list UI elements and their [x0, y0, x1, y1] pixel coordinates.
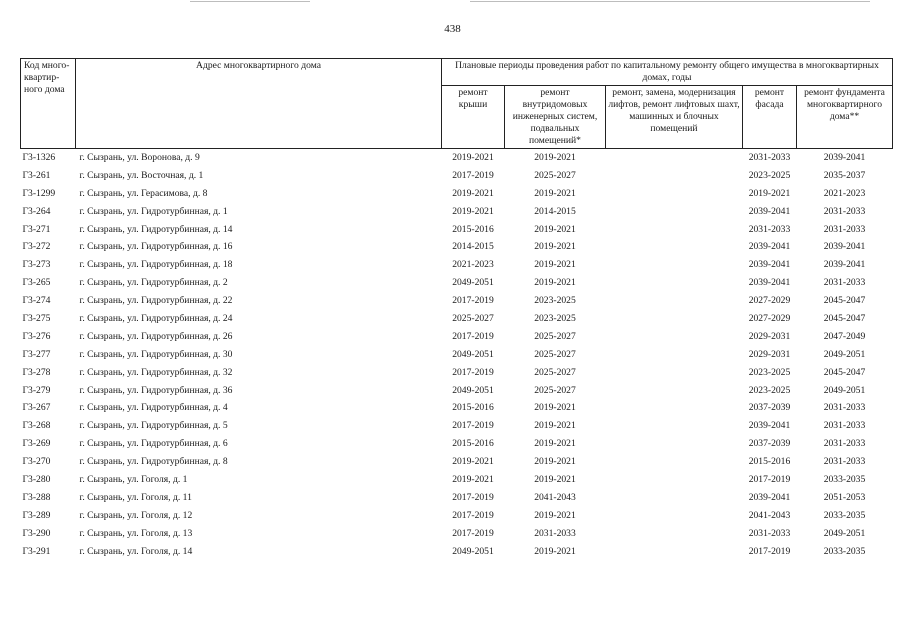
- cell-address: г. Сызрань, ул. Гидротурбинная, д. 4: [79, 402, 228, 414]
- cell-roof: 2014-2015: [452, 241, 494, 253]
- cell-roof: 2025-2027: [452, 312, 494, 324]
- cell-facade: 2029-2031: [748, 348, 791, 360]
- table-row: [21, 417, 893, 435]
- table-row: [21, 382, 893, 400]
- cell-facade: 2019-2021: [748, 187, 791, 199]
- cell-code: Г3-289: [22, 509, 51, 521]
- cell-foundation: 2033-2035: [823, 473, 866, 485]
- cell-engineering: 2023-2025: [534, 312, 576, 324]
- table-row: [21, 221, 893, 239]
- cell-address: г. Сызрань, ул. Восточная, д. 1: [79, 169, 204, 181]
- cell-address: г. Сызрань, ул. Гидротурбинная, д. 36: [79, 384, 233, 396]
- table-row: [21, 346, 893, 364]
- cell-address: г. Сызрань, ул. Гоголя, д. 11: [79, 491, 192, 503]
- cell-roof: 2019-2021: [452, 187, 494, 199]
- cell-engineering: 2025-2027: [534, 169, 576, 181]
- cell-foundation: 2045-2047: [823, 312, 866, 324]
- cell-lift: [606, 525, 743, 543]
- scan-edge-line: [470, 1, 870, 2]
- table-row: [21, 399, 893, 417]
- cell-facade: 2039-2041: [748, 491, 791, 503]
- cell-lift: [606, 346, 743, 364]
- header-foundation: ремонт фундамента многоквартирного дома**: [797, 86, 893, 149]
- cell-facade: 2039-2041: [748, 259, 791, 271]
- cell-roof: 2015-2016: [452, 223, 494, 235]
- cell-lift: [606, 167, 743, 185]
- cell-facade: 2039-2041: [748, 205, 791, 217]
- cell-foundation: 2031-2033: [823, 277, 866, 289]
- cell-lift: [606, 399, 743, 417]
- table-row: [21, 453, 893, 471]
- cell-facade: 2027-2029: [748, 295, 791, 307]
- cell-facade: 2023-2025: [748, 169, 791, 181]
- cell-code: Г3-274: [22, 295, 51, 307]
- cell-lift: [606, 489, 743, 507]
- cell-facade: 2017-2019: [748, 473, 791, 485]
- cell-roof: 2015-2016: [452, 438, 494, 450]
- cell-facade: 2017-2019: [748, 545, 791, 557]
- cell-roof: 2017-2019: [452, 295, 494, 307]
- cell-code: Г3-279: [22, 384, 51, 396]
- cell-engineering: 2019-2021: [534, 473, 576, 485]
- cell-foundation: 2045-2047: [823, 366, 866, 378]
- cell-code: Г3-275: [22, 312, 51, 324]
- cell-roof: 2017-2019: [452, 366, 494, 378]
- table-header: [21, 59, 893, 149]
- cell-foundation: 2031-2033: [823, 223, 866, 235]
- cell-facade: 2015-2016: [748, 456, 791, 468]
- cell-facade: 2031-2033: [748, 527, 791, 539]
- table-row: [21, 507, 893, 525]
- cell-roof: 2021-2023: [452, 259, 494, 271]
- cell-facade: 2037-2039: [748, 438, 791, 450]
- cell-code: Г3-269: [22, 438, 51, 450]
- cell-engineering: 2025-2027: [534, 348, 576, 360]
- cell-foundation: 2039-2041: [823, 259, 866, 271]
- cell-code: Г3-273: [22, 259, 51, 271]
- cell-engineering: 2023-2025: [534, 295, 576, 307]
- table-row: [21, 292, 893, 310]
- cell-lift: [606, 435, 743, 453]
- cell-engineering: 2019-2021: [534, 545, 576, 557]
- cell-code: Г3-276: [22, 330, 51, 342]
- cell-address: г. Сызрань, ул. Гидротурбинная, д. 30: [79, 348, 233, 360]
- cell-engineering: 2014-2015: [534, 205, 576, 217]
- cell-foundation: 2051-2053: [823, 491, 866, 503]
- cell-facade: 2039-2041: [748, 420, 791, 432]
- cell-facade: 2029-2031: [748, 330, 791, 342]
- cell-engineering: 2025-2027: [534, 366, 576, 378]
- cell-roof: 2019-2021: [452, 473, 494, 485]
- cell-foundation: 2031-2033: [823, 438, 866, 450]
- cell-roof: 2049-2051: [452, 277, 494, 289]
- cell-lift: [606, 256, 743, 274]
- cell-address: г. Сызрань, ул. Гидротурбинная, д. 18: [79, 259, 233, 271]
- cell-lift: [606, 382, 743, 400]
- header-roof: ремонт крыши: [442, 86, 505, 149]
- cell-address: г. Сызрань, ул. Гоголя, д. 1: [79, 473, 188, 485]
- header-facade: ремонт фасада: [743, 86, 797, 149]
- cell-code: Г3-268: [22, 420, 51, 432]
- table-row: [21, 310, 893, 328]
- cell-foundation: 2047-2049: [823, 330, 866, 342]
- table-row: [21, 328, 893, 346]
- cell-roof: 2017-2019: [452, 330, 494, 342]
- cell-lift: [606, 274, 743, 292]
- cell-roof: 2019-2021: [452, 151, 494, 163]
- table-row: [21, 256, 893, 274]
- header-address: Адрес многоквартирного дома: [76, 59, 442, 149]
- cell-address: г. Сызрань, ул. Гидротурбинная, д. 5: [79, 420, 228, 432]
- cell-foundation: 2049-2051: [823, 527, 866, 539]
- cell-lift: [606, 238, 743, 256]
- cell-roof: 2017-2019: [452, 509, 494, 521]
- table-row: [21, 364, 893, 382]
- cell-facade: 2031-2033: [748, 151, 791, 163]
- cell-address: г. Сызрань, ул. Воронова, д. 9: [79, 151, 200, 163]
- cell-code: Г3-265: [22, 277, 51, 289]
- capital-repair-table: [20, 58, 893, 560]
- cell-foundation: 2033-2035: [823, 509, 866, 521]
- cell-lift: [606, 364, 743, 382]
- cell-code: Г3-267: [22, 402, 51, 414]
- table-row: [21, 489, 893, 507]
- cell-facade: 2039-2041: [748, 241, 791, 253]
- cell-address: г. Сызрань, ул. Гидротурбинная, д. 6: [79, 438, 228, 450]
- cell-foundation: 2039-2041: [823, 151, 866, 163]
- cell-code: Г3-288: [22, 491, 51, 503]
- cell-foundation: 2045-2047: [823, 295, 866, 307]
- cell-address: г. Сызрань, ул. Герасимова, д. 8: [79, 187, 208, 199]
- cell-code: Г3-291: [22, 545, 51, 557]
- header-engineering: ремонт внутридомовых инженерных систем, подвальных помещений*: [505, 86, 606, 149]
- cell-foundation: 2031-2033: [823, 205, 866, 217]
- cell-engineering: 2031-2033: [534, 527, 576, 539]
- cell-address: г. Сызрань, ул. Гидротурбинная, д. 24: [79, 312, 233, 324]
- scan-edge-line: [190, 1, 310, 2]
- cell-lift: [606, 310, 743, 328]
- header-code: Код много-квартир-ного дома: [21, 59, 76, 149]
- cell-code: Г3-270: [22, 456, 51, 468]
- cell-facade: 2037-2039: [748, 402, 791, 414]
- cell-engineering: 2019-2021: [534, 241, 576, 253]
- cell-foundation: 2031-2033: [823, 420, 866, 432]
- cell-roof: 2049-2051: [452, 384, 494, 396]
- cell-code: Г3-1299: [22, 187, 56, 199]
- cell-engineering: 2019-2021: [534, 259, 576, 271]
- cell-address: г. Сызрань, ул. Гидротурбинная, д. 26: [79, 330, 233, 342]
- cell-foundation: 2035-2037: [823, 169, 866, 181]
- cell-lift: [606, 417, 743, 435]
- cell-lift: [606, 149, 743, 167]
- table-row: [21, 525, 893, 543]
- cell-engineering: 2019-2021: [534, 509, 576, 521]
- header-periods-group: Плановые периоды проведения работ по капитальному ремонту общего имущества в многоквартирных домах, годы: [442, 59, 893, 86]
- cell-roof: 2017-2019: [452, 491, 494, 503]
- cell-address: г. Сызрань, ул. Гидротурбинная, д. 16: [79, 241, 233, 253]
- cell-address: г. Сызрань, ул. Гоголя, д. 12: [79, 509, 193, 521]
- cell-engineering: 2019-2021: [534, 187, 576, 199]
- cell-roof: 2017-2019: [452, 420, 494, 432]
- cell-address: г. Сызрань, ул. Гоголя, д. 13: [79, 527, 193, 539]
- cell-foundation: 2031-2033: [823, 456, 866, 468]
- cell-code: Г3-261: [22, 169, 51, 181]
- cell-roof: 2017-2019: [452, 527, 494, 539]
- cell-code: Г3-264: [22, 205, 51, 217]
- cell-code: Г3-271: [22, 223, 51, 235]
- cell-facade: 2027-2029: [748, 312, 791, 324]
- cell-address: г. Сызрань, ул. Гидротурбинная, д. 8: [79, 456, 228, 468]
- cell-engineering: 2019-2021: [534, 151, 576, 163]
- table-row: [21, 149, 893, 167]
- cell-facade: 2023-2025: [748, 366, 791, 378]
- cell-engineering: 2025-2027: [534, 384, 576, 396]
- cell-roof: 2017-2019: [452, 169, 494, 181]
- cell-address: г. Сызрань, ул. Гидротурбинная, д. 2: [79, 277, 228, 289]
- table-row: [21, 238, 893, 256]
- cell-roof: 2015-2016: [452, 402, 494, 414]
- table-row: [21, 435, 893, 453]
- table-row: [21, 185, 893, 203]
- cell-engineering: 2019-2021: [534, 223, 576, 235]
- cell-lift: [606, 221, 743, 239]
- table-row: [21, 203, 893, 221]
- cell-lift: [606, 543, 743, 561]
- cell-lift: [606, 507, 743, 525]
- cell-foundation: 2049-2051: [823, 384, 866, 396]
- cell-facade: 2023-2025: [748, 384, 791, 396]
- cell-engineering: 2019-2021: [534, 456, 576, 468]
- cell-foundation: 2049-2051: [823, 348, 866, 360]
- cell-engineering: 2025-2027: [534, 330, 576, 342]
- header-lift: ремонт, замена, модернизация лифтов, ремонт лифтовых шахт, машинных и блочных помещений: [606, 86, 743, 149]
- cell-roof: 2049-2051: [452, 348, 494, 360]
- cell-address: г. Сызрань, ул. Гидротурбинная, д. 1: [79, 205, 228, 217]
- cell-code: Г3-272: [22, 241, 51, 253]
- cell-engineering: 2041-2043: [534, 491, 576, 503]
- table-body: [21, 149, 893, 561]
- cell-lift: [606, 453, 743, 471]
- table-row: [21, 167, 893, 185]
- cell-address: г. Сызрань, ул. Гоголя, д. 14: [79, 545, 193, 557]
- cell-lift: [606, 471, 743, 489]
- cell-code: Г3-290: [22, 527, 51, 539]
- cell-roof: 2049-2051: [452, 545, 494, 557]
- table-row: [21, 471, 893, 489]
- cell-foundation: 2021-2023: [823, 187, 866, 199]
- cell-lift: [606, 185, 743, 203]
- table-row: [21, 543, 893, 561]
- cell-facade: 2041-2043: [748, 509, 791, 521]
- cell-address: г. Сызрань, ул. Гидротурбинная, д. 22: [79, 295, 233, 307]
- cell-lift: [606, 292, 743, 310]
- cell-code: Г3-278: [22, 366, 51, 378]
- cell-address: г. Сызрань, ул. Гидротурбинная, д. 32: [79, 366, 233, 378]
- cell-lift: [606, 203, 743, 221]
- cell-engineering: 2019-2021: [534, 420, 576, 432]
- cell-code: Г3-277: [22, 348, 51, 360]
- cell-code: Г3-1326: [22, 151, 56, 163]
- cell-roof: 2019-2021: [452, 205, 494, 217]
- cell-address: г. Сызрань, ул. Гидротурбинная, д. 14: [79, 223, 233, 235]
- cell-engineering: 2019-2021: [534, 438, 576, 450]
- page-number: 438: [444, 23, 461, 35]
- cell-code: Г3-280: [22, 473, 51, 485]
- cell-foundation: 2033-2035: [823, 545, 866, 557]
- cell-lift: [606, 328, 743, 346]
- cell-engineering: 2019-2021: [534, 277, 576, 289]
- cell-facade: 2039-2041: [748, 277, 791, 289]
- cell-foundation: 2039-2041: [823, 241, 866, 253]
- table-row: [21, 274, 893, 292]
- cell-roof: 2019-2021: [452, 456, 494, 468]
- cell-facade: 2031-2033: [748, 223, 791, 235]
- cell-foundation: 2031-2033: [823, 402, 866, 414]
- cell-engineering: 2019-2021: [534, 402, 576, 414]
